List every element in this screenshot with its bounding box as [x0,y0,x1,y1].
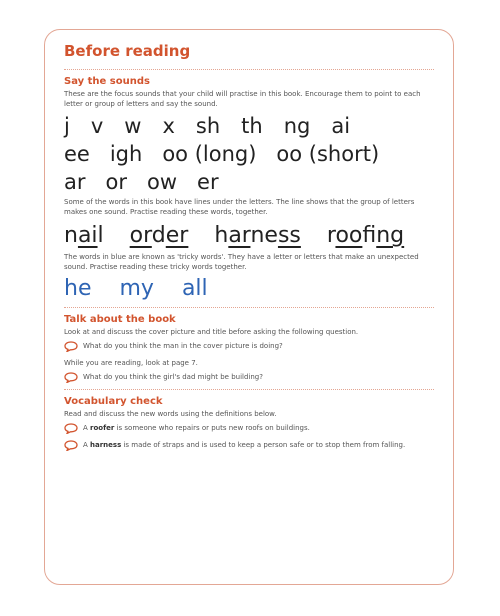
divider [64,69,434,70]
practice-word [64,223,104,248]
underlined-grapheme: or [129,223,152,248]
question-text: What do you think the man in the cover picture is doing? [83,342,283,350]
sound-item: oo (long) [162,142,257,166]
vocab-item [64,440,434,451]
letter: d [151,223,166,248]
vocab-item [64,423,434,434]
vocab-pre: A [83,441,91,449]
sounds-row [64,168,434,196]
underlined-grapheme: ss [277,223,301,248]
sound-item: w [124,114,142,138]
practice-word [130,223,189,248]
focus-sounds [64,112,434,196]
underlined-grapheme: ar [228,223,251,248]
vocab-post: is someone who repairs or puts new roofs on buildings. [114,424,310,432]
sound-item: oo (short) [276,142,380,166]
sound-item: ng [283,114,311,138]
question-item [64,341,434,352]
vocab-definition [83,423,310,433]
lines-note: Some of the words in this book have lines under the letters. The line shows that the group of letters makes one sound. Practise reading these words, together. [64,198,415,216]
say-sounds-intro: These are the focus sounds that your child will practise in this book. Encourage them to point to each letter or group of letters and say the sound. [64,90,421,108]
sound-item: v [90,114,104,138]
speech-bubble-icon [64,341,78,352]
say-sounds-heading: Say the sounds [64,76,150,87]
vocab-intro: Read and discuss the new words using the definitions below. [64,410,277,418]
sounds-row [64,140,434,168]
sound-item: j [64,114,70,138]
tricky-word: he [64,276,92,301]
sound-item: ee [64,142,90,166]
divider [64,307,434,308]
underlined-grapheme: er [165,223,189,248]
page-title: Before reading [64,42,191,60]
letter: r [326,223,336,248]
sound-item: x [162,114,175,138]
practice-words [64,223,434,248]
sound-item: ow [147,170,178,194]
speech-bubble-icon [64,372,78,383]
divider [64,389,434,390]
sound-item: ai [331,114,351,138]
tricky-word: my [119,276,154,301]
underlined-grapheme: oo [335,223,363,248]
question-item [64,372,434,383]
tricky-word: all [181,276,208,301]
vocab-heading: Vocabulary check [64,396,163,407]
letter: f [362,223,377,248]
tricky-note: The words in blue are known as 'tricky words'. They have a letter or letters that make an unexpected sound. Practise reading these tricky words together. [64,253,419,271]
vocab-word: roofer [90,424,115,432]
vocab-list [64,423,434,451]
practice-word [327,223,404,248]
speech-bubble-icon [64,440,78,451]
tricky-words [64,276,434,301]
practice-word [214,223,301,248]
sounds-row [64,112,434,140]
vocab-pre: A [83,424,91,432]
speech-bubble-icon [64,423,78,434]
vocab-word: harness [90,441,122,449]
vocab-post: is made of straps and is used to keep a person safe or to stop them from falling. [121,441,406,449]
underlined-grapheme: ai [77,223,98,248]
letter: n [64,223,78,248]
sound-item: or [105,170,127,194]
vocab-definition [83,440,405,450]
letter: l [97,223,104,248]
sound-item: er [197,170,219,194]
talk-intro: Look at and discuss the cover picture and title before asking the following question. [64,328,359,336]
underlined-grapheme: ng [376,223,405,248]
while-reading-note: While you are reading, look at page 7. [64,359,198,367]
sound-item: th [241,114,263,138]
sound-item: igh [109,142,143,166]
letter: n [250,223,265,248]
before-reading-card [44,29,454,585]
sound-item: ar [64,170,86,194]
question-text: What do you think the girl's dad might be building? [83,373,263,381]
letter: h [214,223,229,248]
talk-heading: Talk about the book [64,314,176,325]
sound-item: sh [195,114,221,138]
letter: e [264,223,278,248]
